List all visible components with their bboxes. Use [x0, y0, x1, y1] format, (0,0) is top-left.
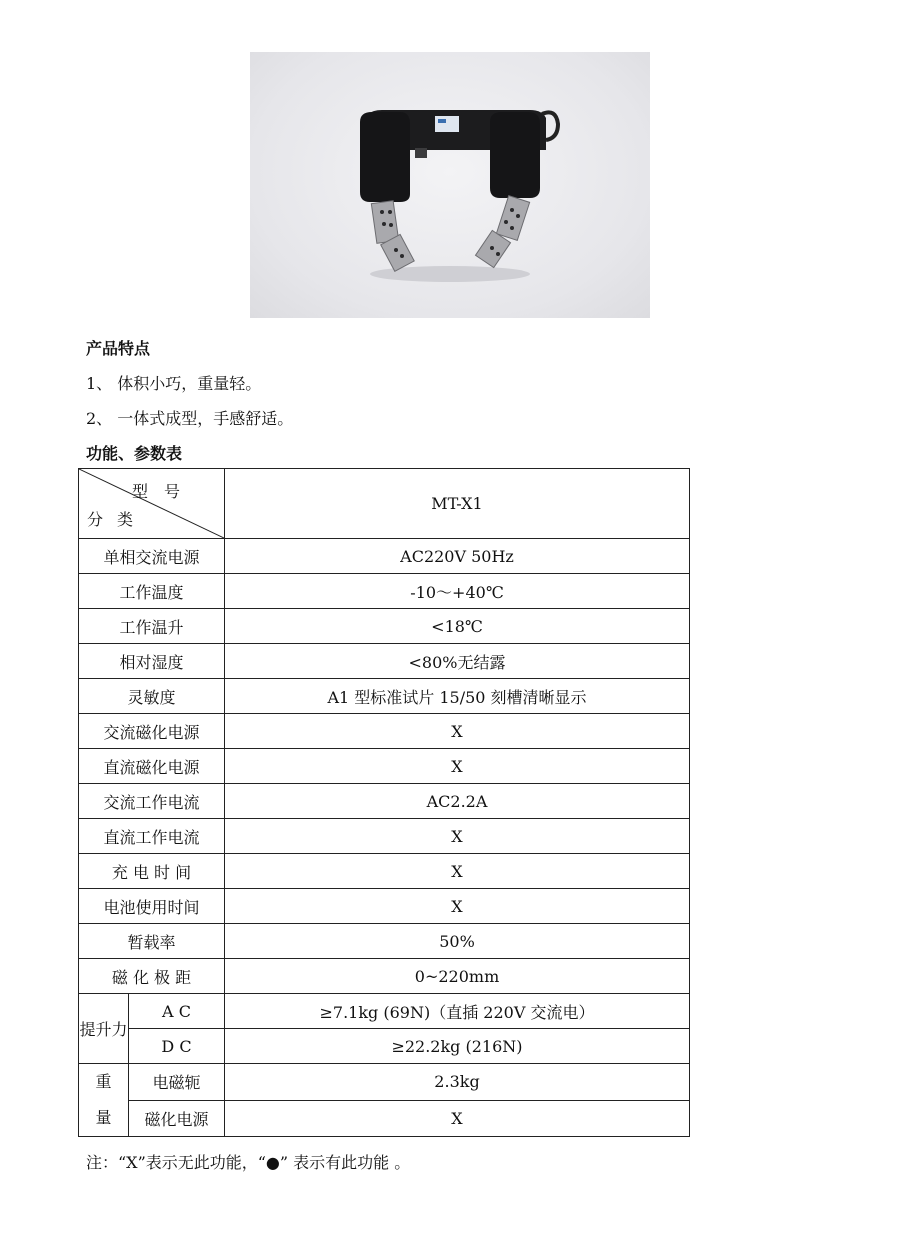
row-label: 交流工作电流 — [79, 784, 225, 819]
header-model-label: 型号 — [131, 482, 196, 501]
row-label: 灵敏度 — [79, 679, 225, 714]
weight-label — [79, 1064, 129, 1137]
lift-dc-label: D C — [129, 1029, 225, 1064]
row-value: X — [225, 854, 690, 889]
diagonal-header-cell — [79, 469, 225, 539]
table-header-row — [79, 469, 690, 539]
footnote: 注：“X”表示无此功能，“●” 表示有此功能 。 — [86, 1153, 411, 1172]
row-label: 充 电 时 间 — [79, 854, 225, 889]
row-label: 工作温升 — [79, 609, 225, 644]
lift-ac-label: A C — [129, 994, 225, 1029]
table-row — [79, 714, 690, 749]
features-heading: 产品特点 — [86, 339, 151, 358]
row-value: 50% — [225, 924, 690, 959]
table-row — [79, 679, 690, 714]
table-row — [79, 749, 690, 784]
table-row — [79, 644, 690, 679]
weight-label-bottom: 量 — [95, 1108, 112, 1127]
row-value: -10～+40℃ — [225, 574, 690, 609]
row-value: A1 型标准试片 15/50 刻槽清晰显示 — [225, 679, 690, 714]
lift-ac-value: ≥7.1kg (69N)（直插 220V 交流电） — [225, 994, 690, 1029]
row-label: 单相交流电源 — [79, 539, 225, 574]
table-row — [79, 889, 690, 924]
row-value: X — [225, 749, 690, 784]
table-row — [79, 854, 690, 889]
parameter-table — [78, 468, 690, 1137]
row-value: 0~220mm — [225, 959, 690, 994]
weight-row-power — [79, 1100, 690, 1137]
lift-row-ac — [79, 994, 690, 1029]
row-label: 磁 化 极 距 — [79, 959, 225, 994]
header-category-label: 分类 — [87, 510, 148, 529]
feature-item-1: 1、 体积小巧，重量轻。 — [86, 374, 262, 393]
weight-power-value: X — [225, 1100, 690, 1137]
params-heading: 功能、参数表 — [86, 444, 183, 463]
feature-item-2: 2、 一体式成型，手感舒适。 — [86, 409, 294, 428]
weight-yoke-label: 电磁轭 — [129, 1064, 225, 1101]
table-row — [79, 784, 690, 819]
table-row — [79, 574, 690, 609]
table-row — [79, 539, 690, 574]
model-value: MT-X1 — [225, 469, 690, 539]
row-value: AC220V 50Hz — [225, 539, 690, 574]
weight-power-label: 磁化电源 — [129, 1100, 225, 1137]
row-label: 电池使用时间 — [79, 889, 225, 924]
table-row — [79, 924, 690, 959]
row-label: 相对湿度 — [79, 644, 225, 679]
row-label: 暂载率 — [79, 924, 225, 959]
weight-label-top: 重 — [95, 1072, 112, 1091]
lift-label-text: 提升力 — [79, 1020, 128, 1039]
row-value: X — [225, 819, 690, 854]
row-value: X — [225, 714, 690, 749]
row-label: 交流磁化电源 — [79, 714, 225, 749]
lift-row-dc — [79, 1029, 690, 1064]
row-label: 直流磁化电源 — [79, 749, 225, 784]
row-value: AC2.2A — [225, 784, 690, 819]
row-value: <80%无结露 — [225, 644, 690, 679]
product-photo — [250, 52, 650, 318]
row-label: 直流工作电流 — [79, 819, 225, 854]
row-value: <18℃ — [225, 609, 690, 644]
table-row — [79, 819, 690, 854]
lift-dc-value: ≥22.2kg (216N) — [225, 1029, 690, 1064]
magnetic-yoke-illustration — [250, 52, 650, 318]
weight-row-yoke — [79, 1064, 690, 1101]
table-row — [79, 609, 690, 644]
table-row — [79, 959, 690, 994]
weight-yoke-value: 2.3kg — [225, 1064, 690, 1101]
row-value: X — [225, 889, 690, 924]
lift-label — [79, 994, 129, 1064]
row-label: 工作温度 — [79, 574, 225, 609]
